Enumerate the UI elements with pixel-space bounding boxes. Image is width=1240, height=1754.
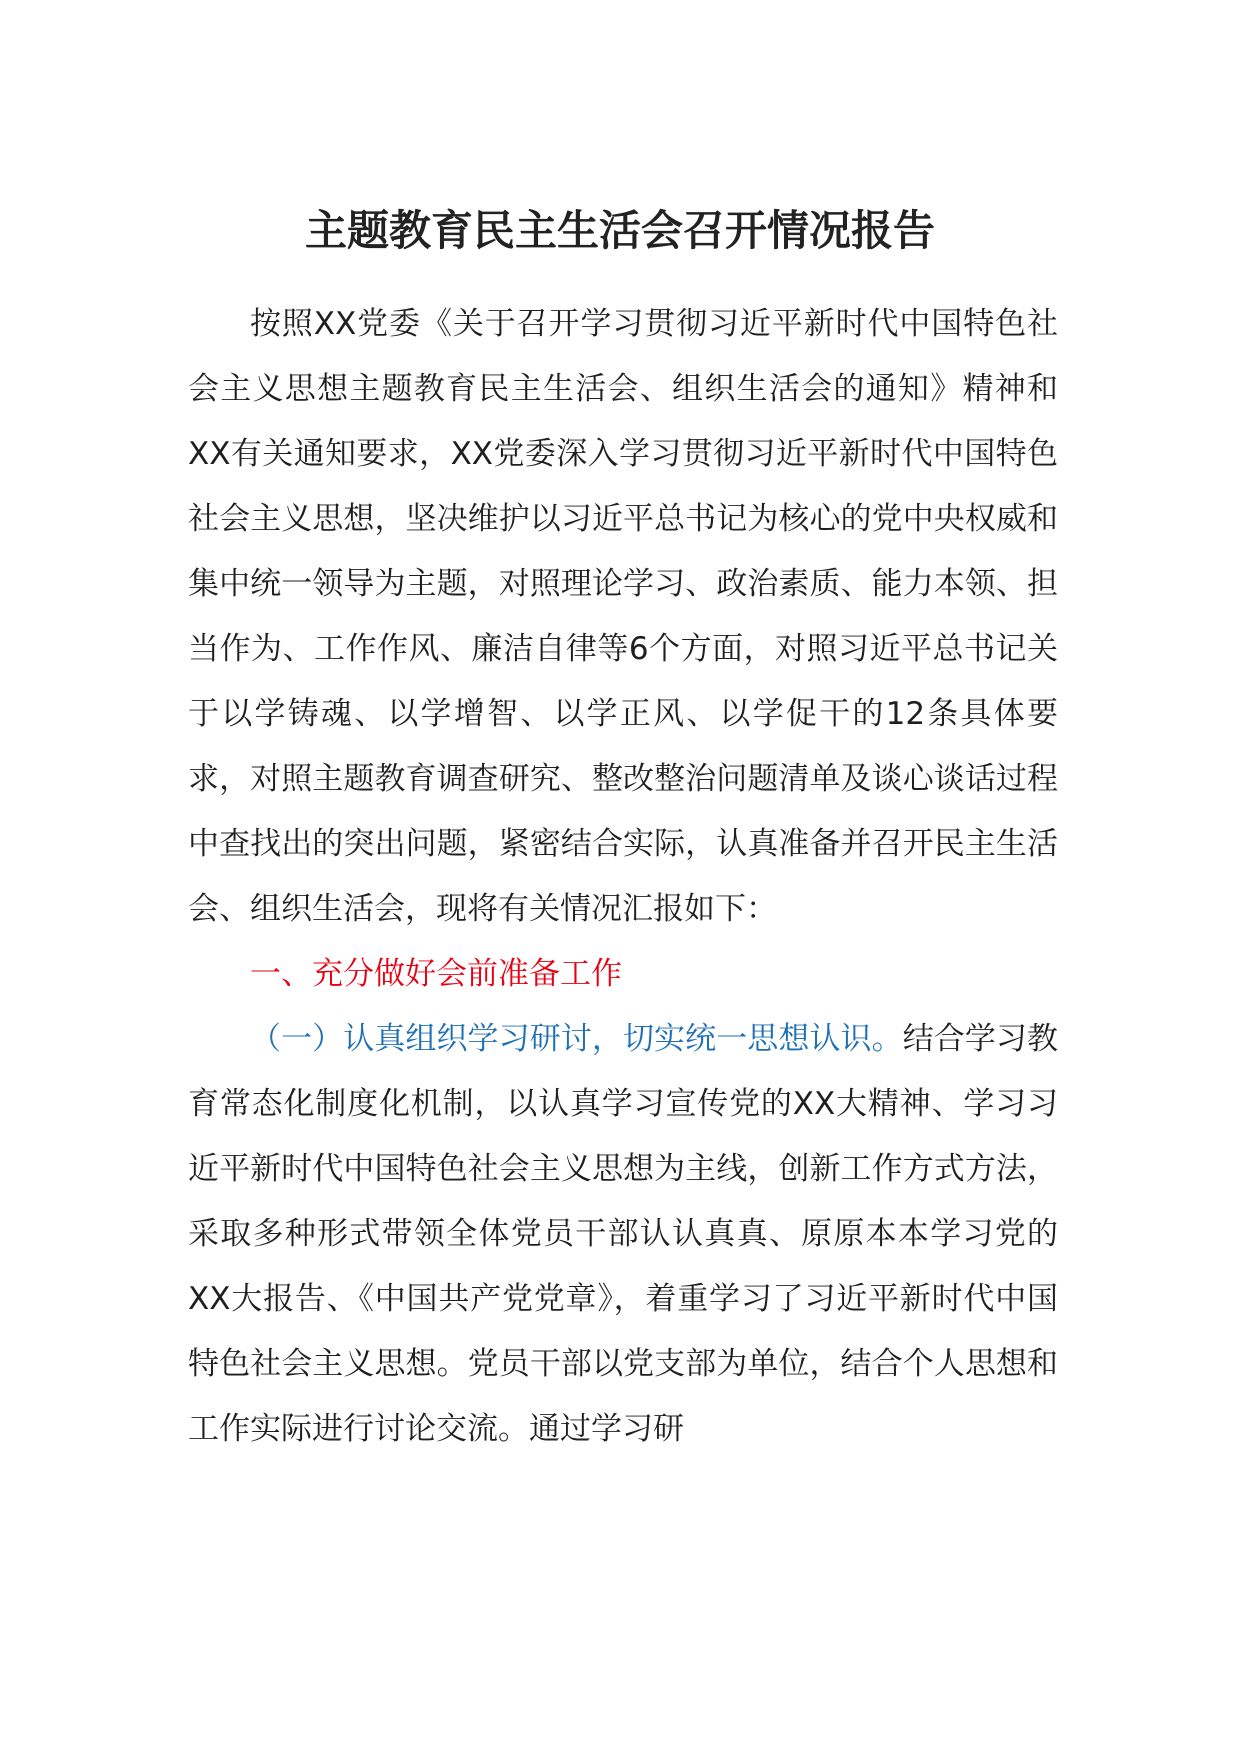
subsection-heading: （一）认真组织学习研讨，切实统一思想认识。 [250, 1021, 903, 1057]
document-body [188, 292, 1058, 1462]
subsection-body: 结合学习教育常态化制度化机制，以认真学习宣传党的XX大精神、学习习近平新时代中国特色社会主义思想为主线，创新工作方式方法，采取多种形式带领全体党员干部认认真真、原原本本学习党的XX大报告、《中国共产党党章》，着重学习了习近平新时代中国特色社会主义思想。党员干部以党支部为单位，结合个人思想和工作实际进行讨论交流。通过学习研 [188, 1021, 1059, 1447]
section-heading: 一、充分做好会前准备工作 [250, 956, 622, 992]
intro-paragraph: 按照XX党委《关于召开学习贯彻习近平新时代中国特色社会主义思想主题教育民主生活会、组织生活会的通知》精神和XX有关通知要求，XX党委深入学习贯彻习近平新时代中国特色社会主义思想，坚决维护以习近平总书记为核心的党中央权威和集中统一领导为主题，对照理论学习、政治素质、能力本领、担当作为、工作作风、廉洁自律等6个方面，对照习近平总书记关于以学铸魂、以学增智、以学正风、以学促干的12条具体要求，对照主题教育调查研究、整改整治问题清单及谈心谈话过程中查找出的突出问题，紧密结合实际，认真准备并召开民主生活会、组织生活会，现将有关情况汇报如下： [188, 306, 1058, 927]
subsection-paragraph [188, 1007, 1058, 1462]
document-title: 主题教育民主生活会召开情况报告 [304, 206, 935, 255]
